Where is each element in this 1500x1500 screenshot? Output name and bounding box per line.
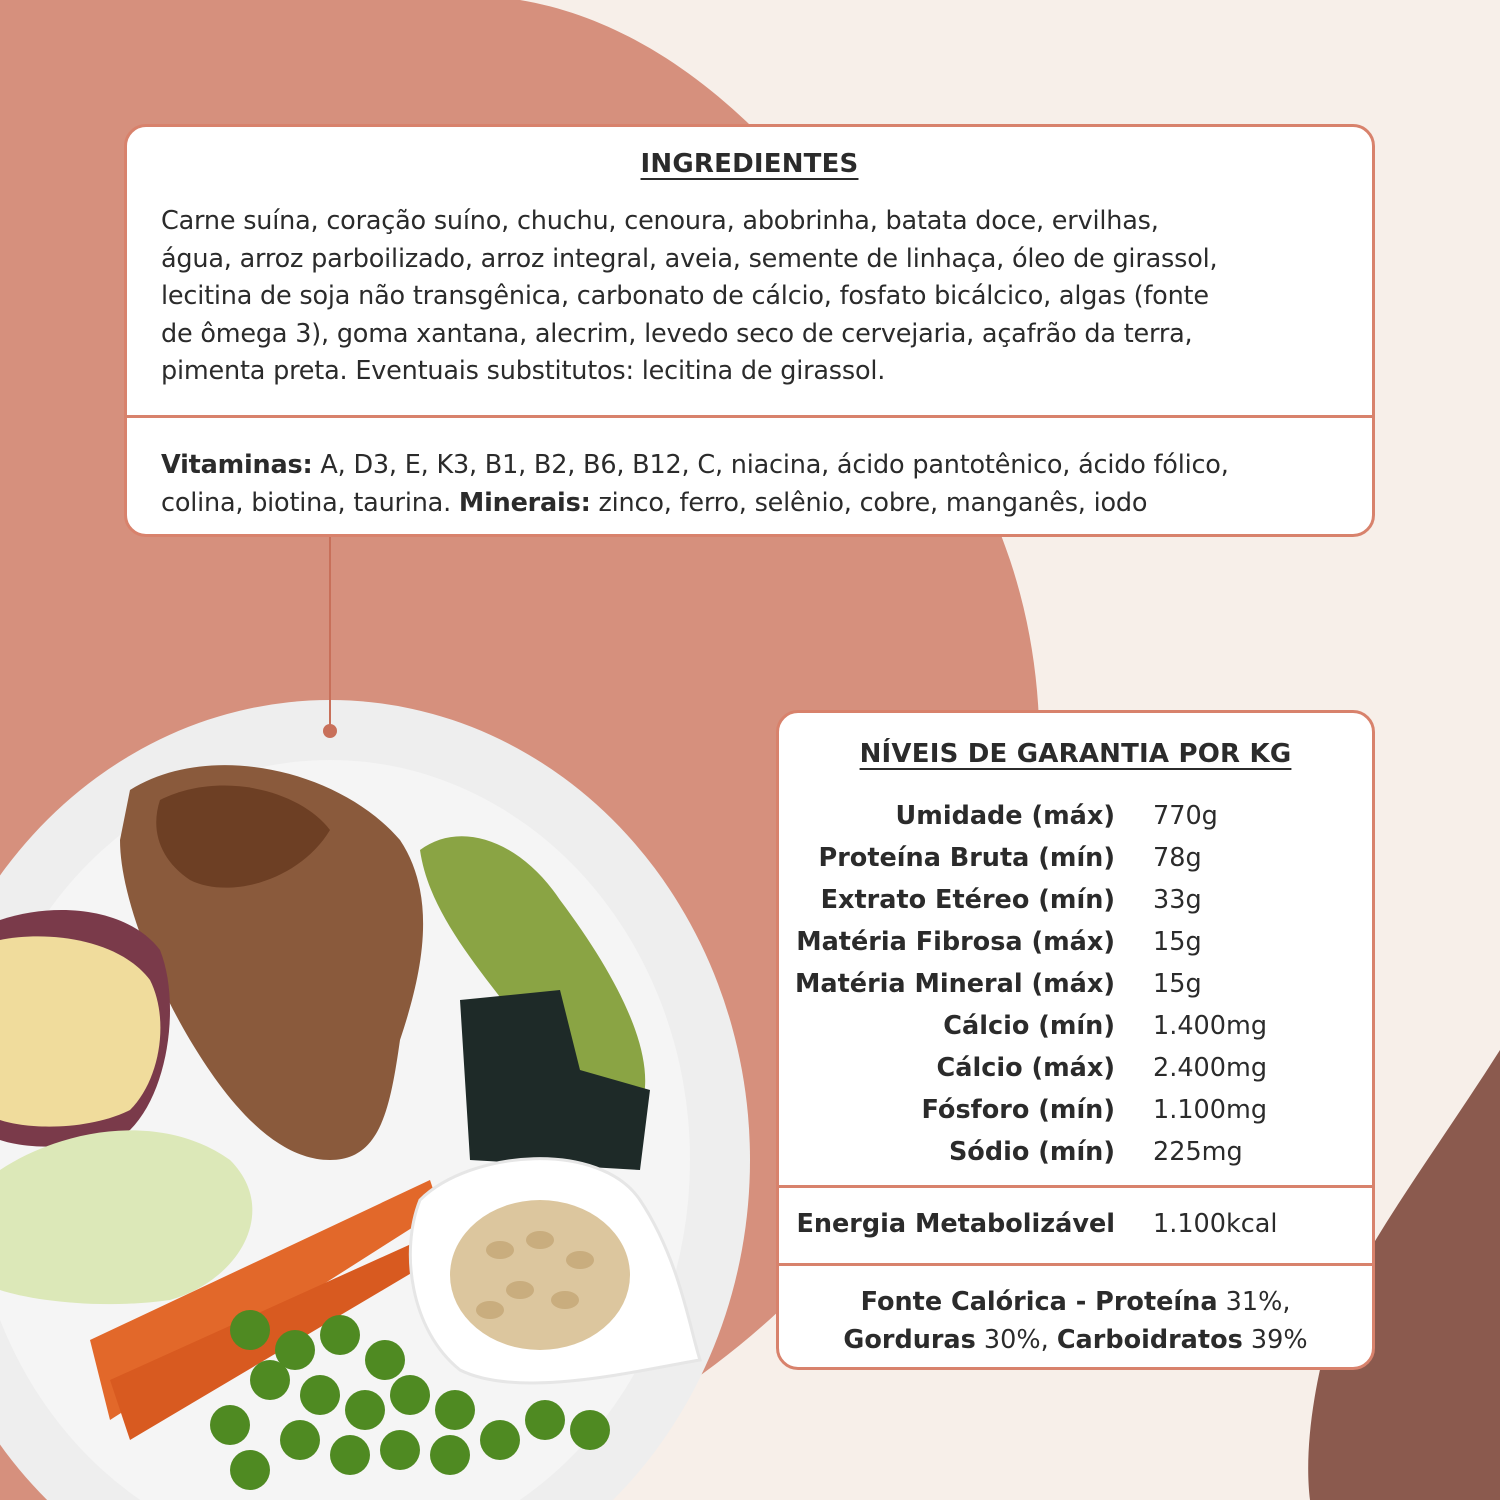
nutrient-value: 15g — [1153, 969, 1202, 999]
table-row — [779, 1047, 1372, 1089]
carb-value: 39% — [1242, 1325, 1308, 1355]
nutrient-label: Matéria Fibrosa (máx) — [796, 927, 1115, 957]
nutrient-label: Fósforo (mín) — [921, 1095, 1115, 1125]
vitamins-list: A, D3, E, K3, B1, B2, B6, B12, C, niacina, ácido pantotênico, ácido fólico, — [312, 450, 1229, 480]
nutrient-label: Cálcio (máx) — [936, 1053, 1115, 1083]
vitamins-label: Vitaminas: — [161, 450, 313, 480]
oats — [450, 1200, 630, 1350]
ingredients-line: de ômega 3), goma xantana, alecrim, levedo seco de cervejaria, açafrão da terra, — [161, 318, 1193, 349]
energy-row — [779, 1203, 1372, 1245]
nutrient-label: Matéria Mineral (máx) — [795, 969, 1115, 999]
nutrient-label: Extrato Etéreo (mín) — [820, 885, 1115, 915]
nutrient-value: 1.100mg — [1153, 1095, 1268, 1125]
nutrient-value: 770g — [1153, 801, 1218, 831]
table-row — [779, 963, 1372, 1005]
ingredients-divider — [127, 415, 1372, 418]
nutrient-label: Proteína Bruta (mín) — [818, 843, 1115, 873]
table-row — [779, 1089, 1372, 1131]
table-row — [779, 879, 1372, 921]
protein-value: 31%, — [1217, 1287, 1291, 1317]
guarantee-levels-table — [779, 795, 1372, 1173]
minerals-label: Minerais: — [458, 487, 591, 518]
table-row — [779, 921, 1372, 963]
energy-label: Energia Metabolizável — [796, 1209, 1115, 1239]
table-row — [779, 1005, 1372, 1047]
nutrient-value: 1.400mg — [1153, 1011, 1268, 1041]
ingredients-line: pimenta preta. Eventuais substitutos: lecitina de girassol. — [161, 356, 886, 386]
nutrient-value: 225mg — [1153, 1137, 1243, 1167]
table-row — [779, 795, 1372, 837]
levels-divider — [779, 1185, 1372, 1188]
table-row — [779, 837, 1372, 879]
protein-label: Fonte Calórica - Proteína — [860, 1287, 1218, 1317]
ingredients-list — [161, 203, 1338, 391]
ingredients-line: Carne suína, coração suíno, chuchu, cenoura, abobrinha, batata doce, ervilhas, — [161, 206, 1159, 236]
nutrient-value: 2.400mg — [1153, 1053, 1268, 1083]
nutrient-label: Umidade (máx) — [895, 801, 1115, 831]
vitamins-list-cont: colina, biotina, taurina. — [161, 487, 459, 518]
minerals-list: zinco, ferro, selênio, cobre, manganês, iodo — [590, 487, 1148, 518]
ingredients-line: lecitina de soja não transgênica, carbonato de cálcio, fosfato bicálcico, algas (fonte — [161, 281, 1209, 311]
connector-dot — [323, 724, 337, 738]
nutrient-label: Sódio (mín) — [948, 1137, 1115, 1167]
energy-value: 1.100kcal — [1153, 1209, 1278, 1239]
carb-label: Carboidratos — [1056, 1325, 1243, 1355]
guarantee-levels-title: NÍVEIS DE GARANTIA POR KG — [859, 739, 1292, 769]
fat-label: Gorduras — [843, 1325, 976, 1355]
nutrient-value: 33g — [1153, 885, 1202, 915]
ingredients-panel — [124, 124, 1375, 537]
connector-line — [329, 537, 331, 727]
table-row — [779, 1131, 1372, 1173]
nutrient-label: Cálcio (mín) — [943, 1011, 1115, 1041]
nutrient-value: 78g — [1153, 843, 1202, 873]
fat-value: 30%, — [975, 1325, 1057, 1355]
vitamins-minerals-text — [161, 447, 1342, 522]
ingredients-title: INGREDIENTES — [640, 149, 859, 179]
ingredients-line: água, arroz parboilizado, arroz integral, aveia, semente de linhaça, óleo de girassol, — [161, 243, 1218, 274]
nutrient-value: 15g — [1153, 927, 1202, 957]
energy-divider — [779, 1263, 1372, 1266]
caloric-source-text — [779, 1283, 1372, 1359]
guarantee-levels-panel — [776, 710, 1375, 1370]
